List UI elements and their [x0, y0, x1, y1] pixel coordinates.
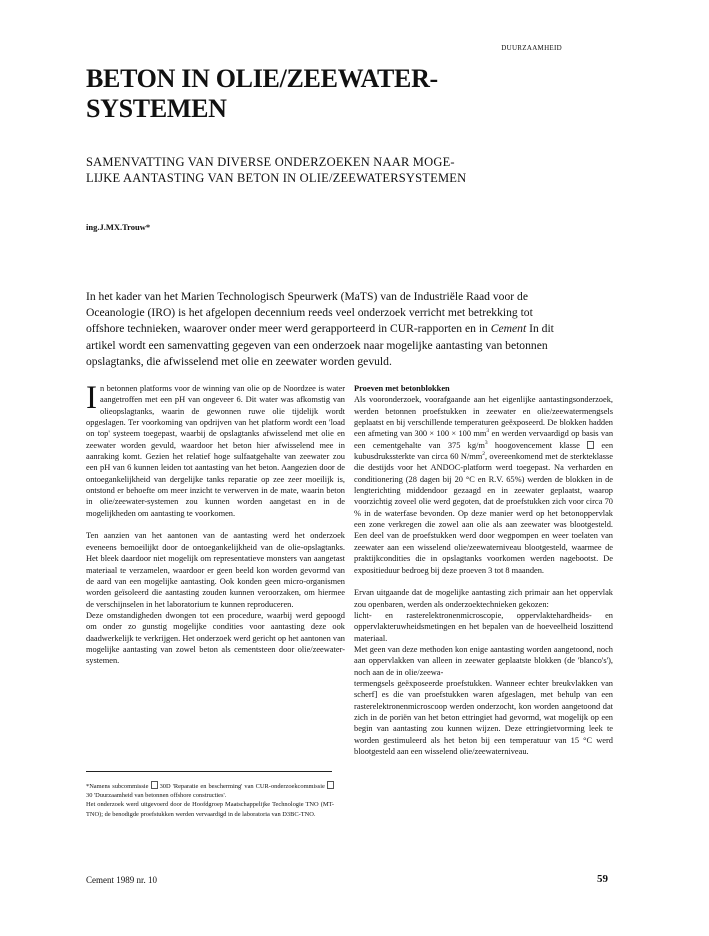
subtitle-line-1: SAMENVATTING VAN DIVERSE ONDERZOEKEN NAAR MOGE-: [86, 155, 455, 169]
left-paragraph-1-text: n betonnen platforms voor de winning van olie op de Noordzee is water aangetroffen met een pH van ongeveer 6. Dit water was afkomstig van olieopslagtanks, waarin de gewonnen ruwe olie tijdelijk wordt opgeslagen. Ter voorkoming van opdrijven van het platform wordt een 'load on top' systeem toegepast, waarbij de opslagtanks afwisselend met olie en zeewater worden gevuld, waardoor het beton hier afwisselend mee in aanraking komt. Gezien het relatief hoge sulfaatgehalte van zeewater zou een pH van 6 kunnen leiden tot aantasting van het beton. Aangezien door de ontoegankelijkheid van dergelijke tanks reparatie op zee zeer moeilijk is, ontstond er behoefte om meer inzicht te verwerven in de mate, waarin beton in olie/zeewater-systemen zou kunnen worden aangetast en in de mogelijkheden om aantasting te voorkomen.: [86, 384, 345, 518]
page-number: 59: [597, 873, 608, 885]
title-line-2: SYSTEMEN: [86, 94, 227, 123]
title-line-1: BETON IN OLIE/ZEEWATER-: [86, 64, 438, 93]
subtitle-line-2: LIJKE AANTASTING VAN BETON IN OLIE/ZEEWATERSYSTEMEN: [86, 171, 467, 185]
box-glyph-icon: [327, 781, 334, 789]
left-paragraph-2: Ten aanzien van het aantonen van de aantasting werd het onderzoek eveneens bemoeilijkt door de ontoegankelijkheid van de olie-opslagtanks. Het bleek daardoor niet mogelijk om representatieve monsters van aangetast materiaal te verzamelen, waardoor er geen beeld kon worden gevormd van de aard van een mogelijke aantasting. Ook konden geen micro-organismen worden geïsoleerd die aantasting zouden kunnen veroorzaken, om hiermee de verschijnselen in het laboratorium te kunnen reproduceren.: [86, 531, 345, 609]
right-p1-c: hoogovencement klasse: [494, 440, 580, 450]
article-title: [86, 64, 556, 124]
right-p1-e: , overeenkomend met de sterkteklasse die destijds voor het ANDOC-platform werd toegepast. Na verharden en conditionering (28 dagen bij 20 °C en R.V. 65%) werden de blokken in de lengterichting middendoor gezaagd en in zeewater geplaatst, waarop voorzichtig zoveel olie werd gegoten, dat de proefstukken zich voor circa 70 % in de waterfase bevonden. Op deze manier werd op het betonoppervlak een zone verkregen die zowel aan olie als aan zeewater was blootgesteld. Een deel van de proefstukken werd door wegpompen en weer toelaten van zeewater aan een wisselend olie/zeewaterniveau blootgesteld, waarmee de praktijkcondities die in opslagtanks voorkomen werden nagebootst. De expositieduur bedroeg bij deze proeven 3 tot 8 maanden.: [354, 452, 613, 575]
section-heading: Proeven met betonblokken: [354, 384, 450, 393]
superscript: 2: [482, 451, 485, 458]
left-paragraph-1: [86, 380, 345, 519]
right-paragraph-1: [354, 394, 613, 576]
right-paragraph-4: Met geen van deze methoden kon enige aantasting worden aangetoond, noch aan oppervlakken van alleen in zeewater geplaatste blokken (de 'blanco's'), noch aan de in olie/zeewa-: [354, 644, 613, 677]
journal-name: Cement: [490, 322, 527, 336]
right-p1-a: Als vooronderzoek, voorafgaande aan het eigenlijke aantastingsonderzoek, werden betonnen proefstukken in zeewater en olie/zeewatermengsels geplaatst en bij verschillende temperaturen geëxposeerd. De blokken hadden een afmeting van 300 × 100 × 100 mm: [354, 395, 613, 439]
right-paragraph-5: termengsels geëxposeerde proefstukken. Wanneer echter breukvlakken van scherf] es die van proefstukken waren afgeslagen, met behulp van een rasterelektronenmicroscoop werden onderzocht, kon worden aangetoond dat zich in de poriën van het beton ettringiet had gevormd, wat mogelijk op een begin van aantasting zou kunnen wijzen. Deze ettringietvorming leek te worden gestimuleerd als het beton bij een temperatuur van 15 °C werd blootgesteld aan een wisselend olie/zeewaterniveau.: [354, 678, 613, 756]
footnote-1: [86, 781, 334, 800]
footnote-1-a: *Namens subcommissie: [86, 783, 149, 790]
footnote-divider: [86, 771, 332, 772]
section-tag: DUURZAAMHEID: [501, 44, 562, 52]
intro-text-a: In het kader van het Marien Technologisch Speurwerk (MaTS) van de Industriële Raad voor de Oceanologie (IRO) is het afgelopen decennium reeds veel onderzoek verricht met betrekking tot offshore technieken, waarover onder meer werd gerapporteerd in CUR-rapporten en in: [86, 290, 533, 336]
box-glyph-icon: [151, 781, 158, 789]
article-subtitle: [86, 154, 556, 186]
right-column: [354, 383, 613, 757]
intro-text-b: In dit artikel wordt een samenvatting gegeven van een onderzoek naar mogelijke aantasting van betonnen opslagtanks, die afwisselend met olie en zeewater worden gevuld.: [86, 322, 554, 368]
journal-issue: Cement 1989 nr. 10: [86, 875, 157, 885]
footnotes: [86, 781, 334, 819]
superscript: 3: [486, 428, 490, 435]
left-column: [86, 380, 345, 667]
right-p1-d: een kubusdrukssterkte van circa 60 N/mm: [354, 440, 614, 462]
right-paragraph-3: licht- en rasterelektronenmicroscopie, oppervlaktehardheids- en oppervlakteruwheidsmetingen en het bepalen van de hoeveelheid loszittend materiaal.: [354, 610, 613, 643]
author: ing.J.MX.Trouw*: [86, 222, 151, 232]
intro-paragraph: [86, 289, 556, 370]
drop-cap: I: [86, 380, 97, 416]
footnote-2: Het onderzoek werd uitgevoerd door de Hoofdgroep Maatschappelijke Technologie TNO (MT-TNO); de benodigde proefstukken werden vervaardigd in de laboratoria van D3BC-TNO.: [86, 801, 334, 818]
footnote-1-c: 30 'Duurzaamheid van betonnen offshore constructies'.: [86, 792, 227, 800]
right-p1-b: en werden vervaardigd op basis van een cementgehalte van 375 kg/m: [354, 429, 614, 450]
box-glyph-icon: [587, 441, 594, 449]
footnote-1-b: 30D 'Reparatie en bescherming' van CUR-onderzoekcommissie: [159, 783, 325, 790]
superscript: 3: [484, 439, 488, 446]
right-paragraph-2: Ervan uitgaande dat de mogelijke aantasting zich primair aan het oppervlak zou openbaren, werden als onderzoektechnieken gekozen:: [354, 588, 613, 609]
left-paragraph-3: Deze omstandigheden dwongen tot een procedure, waarbij werd gepoogd om onder zo gunstig mogelijke condities voor aantasting deze ook daadwerkelijk te verkrijgen. Het onderzoek werd gericht op het aantonen van mogelijke aantasting van zowel beton als cementsteen door olie/zeewater-systemen.: [86, 610, 345, 666]
